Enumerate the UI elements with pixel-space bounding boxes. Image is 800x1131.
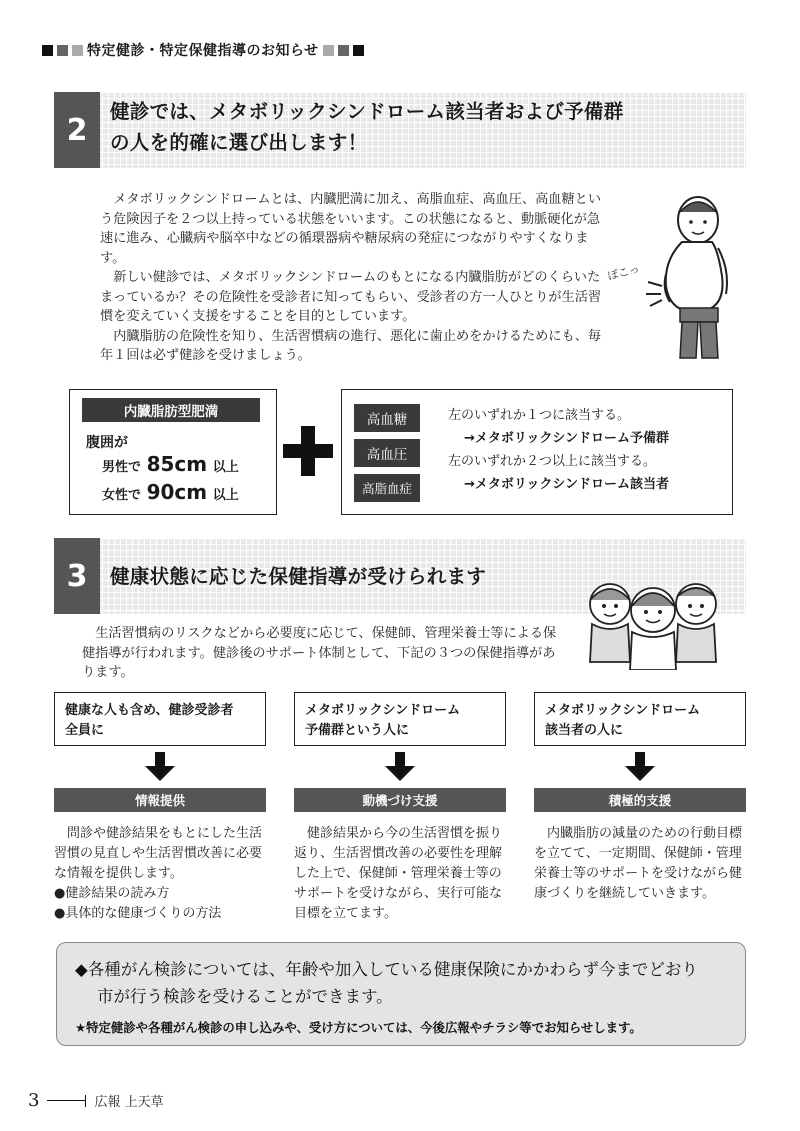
target-line: 健康な人も含め、健診受診者 (65, 703, 234, 718)
publication-name: 広報 上天草 (94, 1095, 164, 1110)
cancer-screening-notice (56, 942, 746, 1046)
page-footer (28, 1090, 164, 1111)
visceral-fat-box (69, 389, 277, 515)
level-description-text: 内臓脂肪の減量のための行動目標を立てて、一定期間、保健師・管理栄養士等のサポートを受けながら健康づくりを継続していきます。 (534, 826, 743, 901)
metabolic-syndrome-line: →メタボリックシンドローム該当者 (464, 477, 670, 492)
footer-rule (47, 1100, 85, 1101)
level-description-text: 健診結果から今の生活習慣を振り返り、生活習慣改善の必要性を理解した上で、保健師・管理栄養士等のサポートを受けながら、実行可能な目標を立てます。 (294, 826, 503, 921)
section2-body (100, 190, 608, 366)
header-square-icon (72, 45, 83, 56)
section2-heading (54, 92, 746, 168)
female-value: 90cm (146, 480, 208, 504)
header-title: 特定健診・特定保健指導のお知らせ (87, 43, 319, 59)
section3-intro-text: 生活習慣病のリスクなどから必要度に応じて、保健師、管理栄養士等による保健指導が行われます。健診後のサポート体制として、下記の３つの保健指導があります。 (82, 626, 557, 680)
level-description (54, 824, 266, 924)
page-header (42, 40, 366, 60)
risk-item: 高血圧 (354, 439, 420, 467)
risk-factors-box (341, 389, 733, 515)
risk-item: 高脂血症 (354, 474, 420, 502)
female-suffix: 以上 (212, 488, 239, 503)
risk-item: 高血糖 (354, 404, 420, 432)
down-arrow-icon (385, 752, 415, 782)
level-description (294, 824, 506, 924)
bullet-item: ●健診結果の読み方 (54, 886, 170, 901)
plus-icon (301, 426, 315, 476)
section2-title-line1: 健診では、メタボリックシンドローム該当者および予備群 (110, 100, 624, 123)
header-square-icon (338, 45, 349, 56)
female-prefix: 女性で (102, 488, 142, 503)
target-line: 全員に (65, 723, 105, 738)
header-square-icon (42, 45, 53, 56)
down-arrow-icon (625, 752, 655, 782)
sfx-text: ぽこっ (606, 262, 642, 283)
female-criterion (102, 480, 239, 504)
section3-intro (82, 624, 568, 683)
bullet-item: ●具体的な健康づくりの方法 (54, 906, 222, 921)
risk-criteria-line: 左のいずれか２つ以上に該当する。 (448, 454, 657, 469)
waist-label: 腹囲が (86, 435, 128, 451)
belly-man-illustration (604, 190, 744, 370)
notice-line: ◆各種がん検診については、年齢や加入している健康保険にかかわらず今までどおり (75, 960, 698, 979)
section2-paragraph: 新しい健診では、メタボリックシンドロームのもとになる内臓脂肪がどのくらいたまっているか？その危険性を受診者に知ってもらい、受診者の方一人ひとりが生活習慣を変えていく支援をすることを目的としています。 (100, 270, 602, 324)
down-arrow-icon (145, 752, 175, 782)
level-description-text: 問診や健診結果をもとにした生活習慣の見直しや生活習慣改善に必要な情報を提供します。 (54, 826, 263, 881)
section2-paragraph: 内臓脂肪の危険性を知り、生活習慣病の進行、悪化に歯止めをかけるためにも、毎年１回は必ず健診を受けましょう。 (100, 328, 602, 363)
section3-title: 健康状態に応じた保健指導が受けられます (110, 564, 487, 588)
header-square-icon (353, 45, 364, 56)
target-line: メタボリックシンドローム (305, 703, 461, 718)
section2-number: 2 (54, 92, 100, 168)
target-line: メタボリックシンドローム (545, 703, 701, 718)
target-box-metabolic (534, 692, 746, 746)
target-box-prediabetic (294, 692, 506, 746)
section3-number: 3 (54, 538, 100, 614)
target-box-general (54, 692, 266, 746)
risk-criteria-line: 左のいずれか１つに該当する。 (448, 408, 631, 423)
health-staff-illustration (574, 578, 734, 670)
section2-title-line2: の人を的確に選び出します！ (110, 131, 368, 154)
male-value: 85cm (146, 452, 208, 476)
target-line: 予備群という人に (305, 723, 410, 738)
section2-title (100, 92, 634, 168)
risk-criteria (448, 404, 669, 496)
level-motivational-support: 動機づけ支援 (294, 788, 506, 812)
level-active-support: 積極的支援 (534, 788, 746, 812)
notice-line: 市が行う検診を受けることができます。 (97, 987, 393, 1006)
level-description (534, 824, 746, 904)
male-suffix: 以上 (212, 460, 239, 475)
section2-paragraph: メタボリックシンドロームとは、内臓肥満に加え、高脂血症、高血圧、高血糖という危険因子を２つ以上持っている状態をいいます。この状態になると、動脈硬化が急速に進み、心臓病や脳卒中などの循環器病や糖尿病の発症につながりやすくなります。 (100, 192, 602, 266)
header-square-icon (323, 45, 334, 56)
prediabetic-group-line: →メタボリックシンドローム予備群 (464, 431, 670, 446)
male-criterion (102, 452, 239, 476)
visceral-fat-label: 内臓脂肪型肥満 (82, 398, 260, 422)
target-line: 該当者の人に (545, 723, 624, 738)
footer-rule-tick (85, 1095, 86, 1107)
page-number: 3 (28, 1090, 40, 1111)
level-info-provision: 情報提供 (54, 788, 266, 812)
notice-note: ★特定健診や各種がん検診の申し込みや、受け方については、今後広報やチラシ等でお知らせします。 (75, 1020, 642, 1035)
header-square-icon (57, 45, 68, 56)
male-prefix: 男性で (102, 460, 142, 475)
